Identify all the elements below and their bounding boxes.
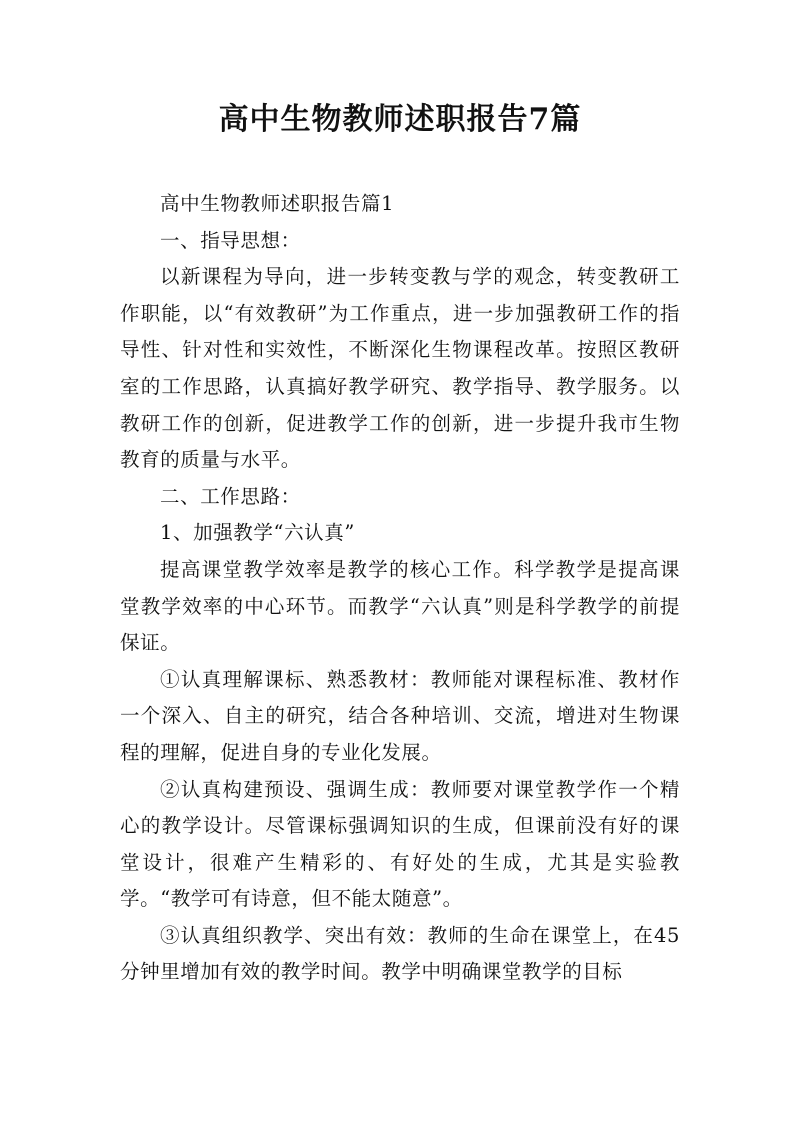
paragraph-item-3: ③认真组织教学、突出有效：教师的生命在课堂上，在45分钟里增加有效的教学时间。教学中明确课堂教学的目标 <box>120 923 680 984</box>
paragraph-guiding-ideology: 以新课程为导向，进一步转变教与学的观念，转变教研工作职能，以“有效教研”为工作重点，进一步加强教研工作的指导性、针对性和实效性，不断深化生物课程改革。按照区教研室的工作思路，认真搞好教学研究、教学指导、教学服务。以教研工作的创新，促进教学工作的创新，进一步提升我市生物教育的质量与水平。 <box>120 265 680 472</box>
paragraph-item-1: ①认真理解课标、熟悉教材：教师能对课程标准、教材作一个深入、自主的研究，结合各种培训、交流，增进对生物课程的理解，促进自身的专业化发展。 <box>120 667 680 764</box>
paragraph-item-2: ②认真构建预设、强调生成：教师要对课堂教学作一个精心的教学设计。尽管课标强调知识的生成，但课前没有好的课堂设计，很难产生精彩的、有好处的生成，尤其是实验教学。“教学可有诗意，但不能太随意”。 <box>120 777 680 911</box>
section-heading-report-1: 高中生物教师述职报告篇1 <box>160 192 395 215</box>
document-body <box>120 186 680 991</box>
document-title: 高中生物教师述职报告7篇 <box>218 102 582 137</box>
subheading-six-earnest: 1、加强教学“六认真” <box>160 521 355 545</box>
paragraph-classroom-efficiency: 提高课堂教学效率是教学的核心工作。科学教学是提高课堂教学效率的中心环节。而教学“六认真”则是科学教学的前提保证。 <box>120 557 680 655</box>
heading-work-approach: 二、工作思路： <box>160 484 301 508</box>
heading-guiding-ideology: 一、指导思想： <box>160 228 301 252</box>
